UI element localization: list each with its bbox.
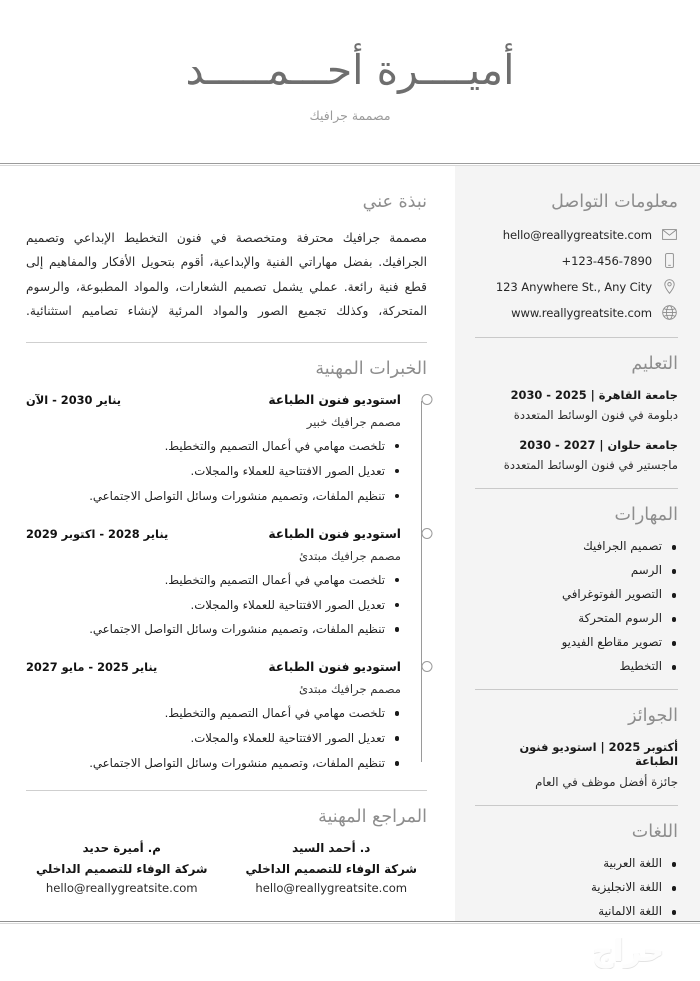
list-item: الرسوم المتحركة — [475, 611, 678, 625]
divider-after-contact — [475, 337, 678, 338]
experience-item-header — [26, 660, 401, 674]
main-column — [0, 166, 455, 921]
experience-heading: الخبرات المهنية — [315, 358, 427, 379]
award-title: أكتوبر 2025 | استوديو فنون الطباعة — [519, 740, 678, 768]
experience-role: مصمم جرافيك مبتدئ — [298, 548, 401, 563]
references-heading: المراجع المهنية — [318, 807, 427, 828]
list-item: تصميم الجرافيك — [475, 539, 678, 553]
experience-date: يناير 2028 - اكتوبر 2029 — [26, 526, 169, 541]
experience-date: يناير 2030 - الآن — [26, 392, 122, 407]
list-item: تنظيم الملفات، وتصميم منشورات وسائل التواصل الاجتماعي. — [26, 621, 401, 638]
experience-item-header — [26, 527, 401, 541]
experience-bullets — [26, 438, 401, 505]
experience-timeline — [26, 393, 427, 773]
experience-company: استوديو فنون الطباعة — [268, 526, 401, 541]
contact-phone-text: +123-456-7890 — [561, 253, 652, 268]
list-item: التصوير الفوتوغرافي — [475, 587, 678, 601]
timeline-dot-icon — [422, 394, 433, 405]
reference-company: شركة الوفاء للتصميم الداخلي — [35, 862, 208, 877]
watermark: حراج — [591, 934, 664, 969]
section-education — [475, 354, 678, 472]
list-item: الرسم — [475, 563, 678, 577]
contact-heading: معلومات التواصل — [551, 192, 678, 212]
resume-header — [0, 0, 700, 163]
about-heading: نبذة عني — [362, 192, 427, 212]
list-item: تصوير مقاطع الفيديو — [475, 635, 678, 649]
about-text: مصممة جرافيك محترفة ومتخصصة في فنون التخطيط الإبداعي وتصميم الجرافيك. بفضل مهاراتي الفنية والإبداعية، أقوم بتحويل الأفكار والمفاهيم إلى قطع فنية رائعة. عملي يشمل تصميم الشعارات، والمواد المطبوعة، والرسوم المتحركة، وكذلك تجميع الصور والمواد المرئية لإنشاء تصاميم استثنائية. — [26, 231, 427, 319]
experience-bullets — [26, 572, 401, 639]
list-item: تلخصت مهامي في أعمال التصميم والتخطيط. — [26, 572, 401, 589]
experience-item — [26, 527, 401, 639]
experience-bullets — [26, 705, 401, 772]
page-title: أميــــرة أحـــمـــــد — [185, 46, 515, 95]
list-item: تلخصت مهامي في أعمال التصميم والتخطيط. — [26, 705, 401, 722]
contact-website-text: www.reallygreatsite.com — [511, 305, 652, 320]
experience-item — [26, 660, 401, 772]
award-subtitle: جائزة أفضل موظف في العام — [535, 775, 678, 789]
skills-list — [475, 539, 678, 673]
job-title: مصممة جرافيك — [309, 107, 391, 123]
reference-company: شركة الوفاء للتصميم الداخلي — [245, 862, 418, 877]
contact-list — [475, 226, 678, 321]
reference-item — [236, 841, 428, 895]
skills-heading: المهارات — [614, 505, 678, 525]
list-item: تعديل الصور الافتتاحية للعملاء والمجلات. — [26, 597, 401, 614]
list-item: التخطيط — [475, 659, 678, 673]
experience-item — [26, 393, 401, 505]
page-footer — [0, 921, 700, 981]
section-experience — [26, 359, 427, 773]
education-subtitle: ماجستير في فنون الوسائط المتعددة — [503, 458, 678, 472]
education-item — [475, 388, 678, 422]
divider-after-education — [475, 488, 678, 489]
location-pin-icon — [661, 278, 678, 295]
list-item: تعديل الصور الافتتاحية للعملاء والمجلات. — [26, 730, 401, 747]
timeline-dot-icon — [422, 661, 433, 672]
education-heading: التعليم — [631, 354, 678, 374]
list-item: اللغة الانجليزية — [475, 880, 678, 894]
section-skills — [475, 505, 678, 673]
reference-email: hello@reallygreatsite.com — [45, 881, 198, 896]
globe-icon — [661, 304, 678, 321]
divider-after-about — [26, 342, 427, 343]
list-item: اللغة الالمانية — [475, 904, 678, 918]
reference-name: م. أميرة حديد — [82, 841, 161, 856]
envelope-icon — [661, 226, 678, 243]
divider-after-awards — [475, 805, 678, 806]
list-item: تلخصت مهامي في أعمال التصميم والتخطيط. — [26, 438, 401, 455]
reference-name: د. أحمد السيد — [292, 841, 371, 856]
divider-after-experience — [26, 790, 427, 791]
list-item: تنظيم الملفات، وتصميم منشورات وسائل التواصل الاجتماعي. — [26, 488, 401, 505]
section-references — [26, 807, 427, 895]
education-item — [475, 438, 678, 472]
contact-address-text: 123 Anywhere St., Any City — [495, 279, 652, 294]
references-list — [26, 841, 427, 895]
section-about — [26, 192, 427, 324]
header-divider — [0, 163, 700, 164]
experience-item-header — [26, 393, 401, 407]
sidebar — [455, 166, 700, 921]
contact-item-phone[interactable] — [475, 252, 678, 269]
experience-role: مصمم جرافيك مبتدئ — [298, 682, 401, 697]
section-awards — [475, 706, 678, 789]
education-title: جامعة القاهرة | 2025 - 2030 — [510, 388, 678, 402]
section-contact — [475, 192, 678, 321]
awards-heading: الجوائز — [628, 706, 678, 726]
contact-email-text: hello@reallygreatsite.com — [502, 227, 652, 242]
timeline-dot-icon — [422, 528, 433, 539]
timeline-rail — [421, 401, 422, 763]
resume-body — [0, 166, 700, 921]
list-item: اللغة العربية — [475, 856, 678, 870]
experience-role: مصمم جرافيك خبير — [306, 414, 401, 429]
reference-item — [26, 841, 218, 895]
experience-company: استوديو فنون الطباعة — [268, 660, 401, 675]
contact-item-email[interactable] — [475, 226, 678, 243]
experience-date: يناير 2025 - مايو 2027 — [26, 660, 158, 675]
languages-list — [475, 856, 678, 918]
reference-email: hello@reallygreatsite.com — [255, 881, 408, 896]
education-title: جامعة حلوان | 2027 - 2030 — [519, 438, 678, 452]
experience-company: استوديو فنون الطباعة — [268, 392, 401, 407]
languages-heading: اللغات — [631, 822, 678, 842]
section-languages — [475, 822, 678, 918]
divider-after-skills — [475, 689, 678, 690]
list-item: تنظيم الملفات، وتصميم منشورات وسائل التواصل الاجتماعي. — [26, 755, 401, 772]
award-item — [475, 740, 678, 789]
contact-item-address[interactable] — [475, 278, 678, 295]
contact-item-website[interactable] — [475, 304, 678, 321]
phone-icon — [661, 252, 678, 269]
footer-divider — [0, 923, 700, 924]
list-item: تعديل الصور الافتتاحية للعملاء والمجلات. — [26, 463, 401, 480]
education-subtitle: دبلومة في فنون الوسائط المتعددة — [513, 408, 678, 422]
